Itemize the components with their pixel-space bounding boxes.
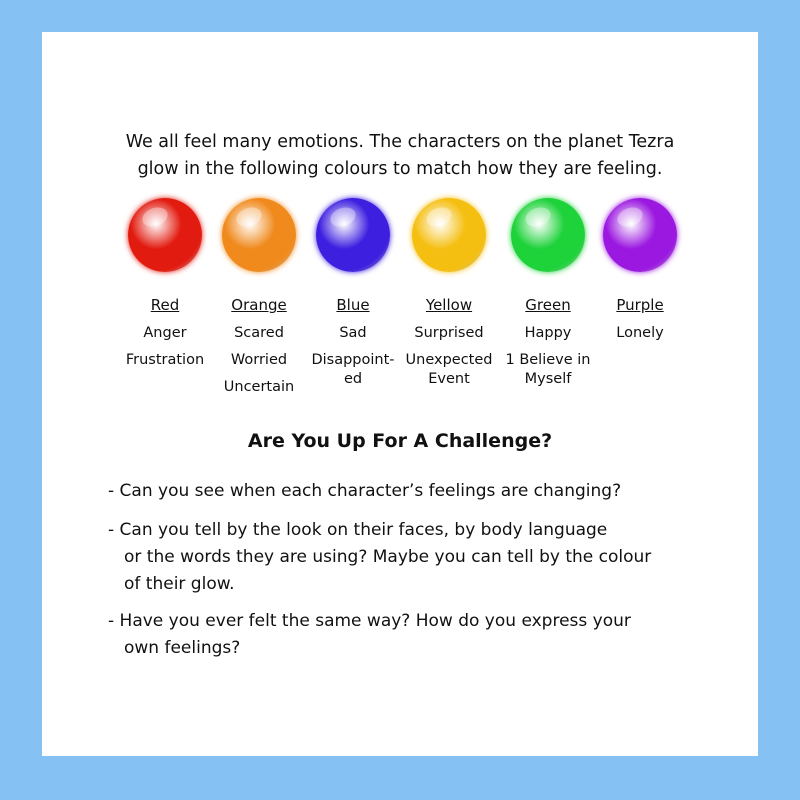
- feeling-label: Disappoint- ed: [311, 352, 395, 387]
- question-2-line-1: - Can you tell by the look on their faces, by body language: [108, 520, 608, 540]
- question-2-line-2: or the words they are using? Maybe you can tell by the colour: [124, 547, 652, 567]
- colour-label: Yellow: [425, 296, 473, 314]
- green-orb-icon: [511, 198, 585, 272]
- yellow-orb-icon: [412, 198, 486, 272]
- red-orb-icon: [128, 198, 202, 272]
- colour-label: Purple: [616, 296, 664, 314]
- blue-orb-icon: [316, 198, 390, 272]
- orange-orb-icon: [222, 198, 296, 272]
- question-1: [108, 478, 728, 505]
- feeling-label: Lonely: [616, 325, 664, 341]
- colour-column-blue: [305, 198, 401, 389]
- page: [42, 32, 758, 756]
- colour-label: Red: [150, 296, 180, 314]
- question-1-line-1: - Can you see when each character’s feelings are changing?: [108, 481, 622, 501]
- colour-column-orange: [211, 198, 307, 397]
- challenge-title: Are You Up For A Challenge?: [247, 430, 553, 452]
- feeling-label: Sad: [339, 325, 367, 341]
- colour-column-purple: [592, 198, 688, 343]
- feeling-label: Scared: [234, 325, 284, 341]
- colour-column-yellow: [401, 198, 497, 389]
- question-2-line-3: of their glow.: [124, 574, 235, 594]
- colour-label: Blue: [336, 296, 370, 314]
- feeling-label: Uncertain: [223, 379, 295, 395]
- question-3-line-2: own feelings?: [124, 638, 241, 658]
- intro-line-2: glow in the following colours to match how they are feeling.: [137, 159, 663, 179]
- feeling-label: Happy: [524, 325, 572, 341]
- question-2: [108, 517, 728, 598]
- feeling-label: Surprised: [414, 325, 484, 341]
- feeling-label: 1 Believe in Myself: [505, 352, 591, 387]
- intro-line-1: We all feel many emotions. The characters on the planet Tezra: [125, 132, 675, 152]
- colour-column-green: [500, 198, 596, 389]
- feeling-label: Frustration: [125, 352, 205, 368]
- colour-label: Green: [525, 296, 571, 314]
- question-3: [108, 608, 728, 662]
- feeling-label: Anger: [143, 325, 187, 341]
- emotion-colours: [42, 32, 758, 432]
- feeling-label: Unexpected Event: [405, 352, 493, 387]
- feeling-label: Worried: [230, 352, 288, 368]
- question-3-line-1: - Have you ever felt the same way? How do you express your: [108, 611, 631, 631]
- colour-label: Orange: [231, 296, 287, 314]
- purple-orb-icon: [603, 198, 677, 272]
- colour-column-red: [117, 198, 213, 370]
